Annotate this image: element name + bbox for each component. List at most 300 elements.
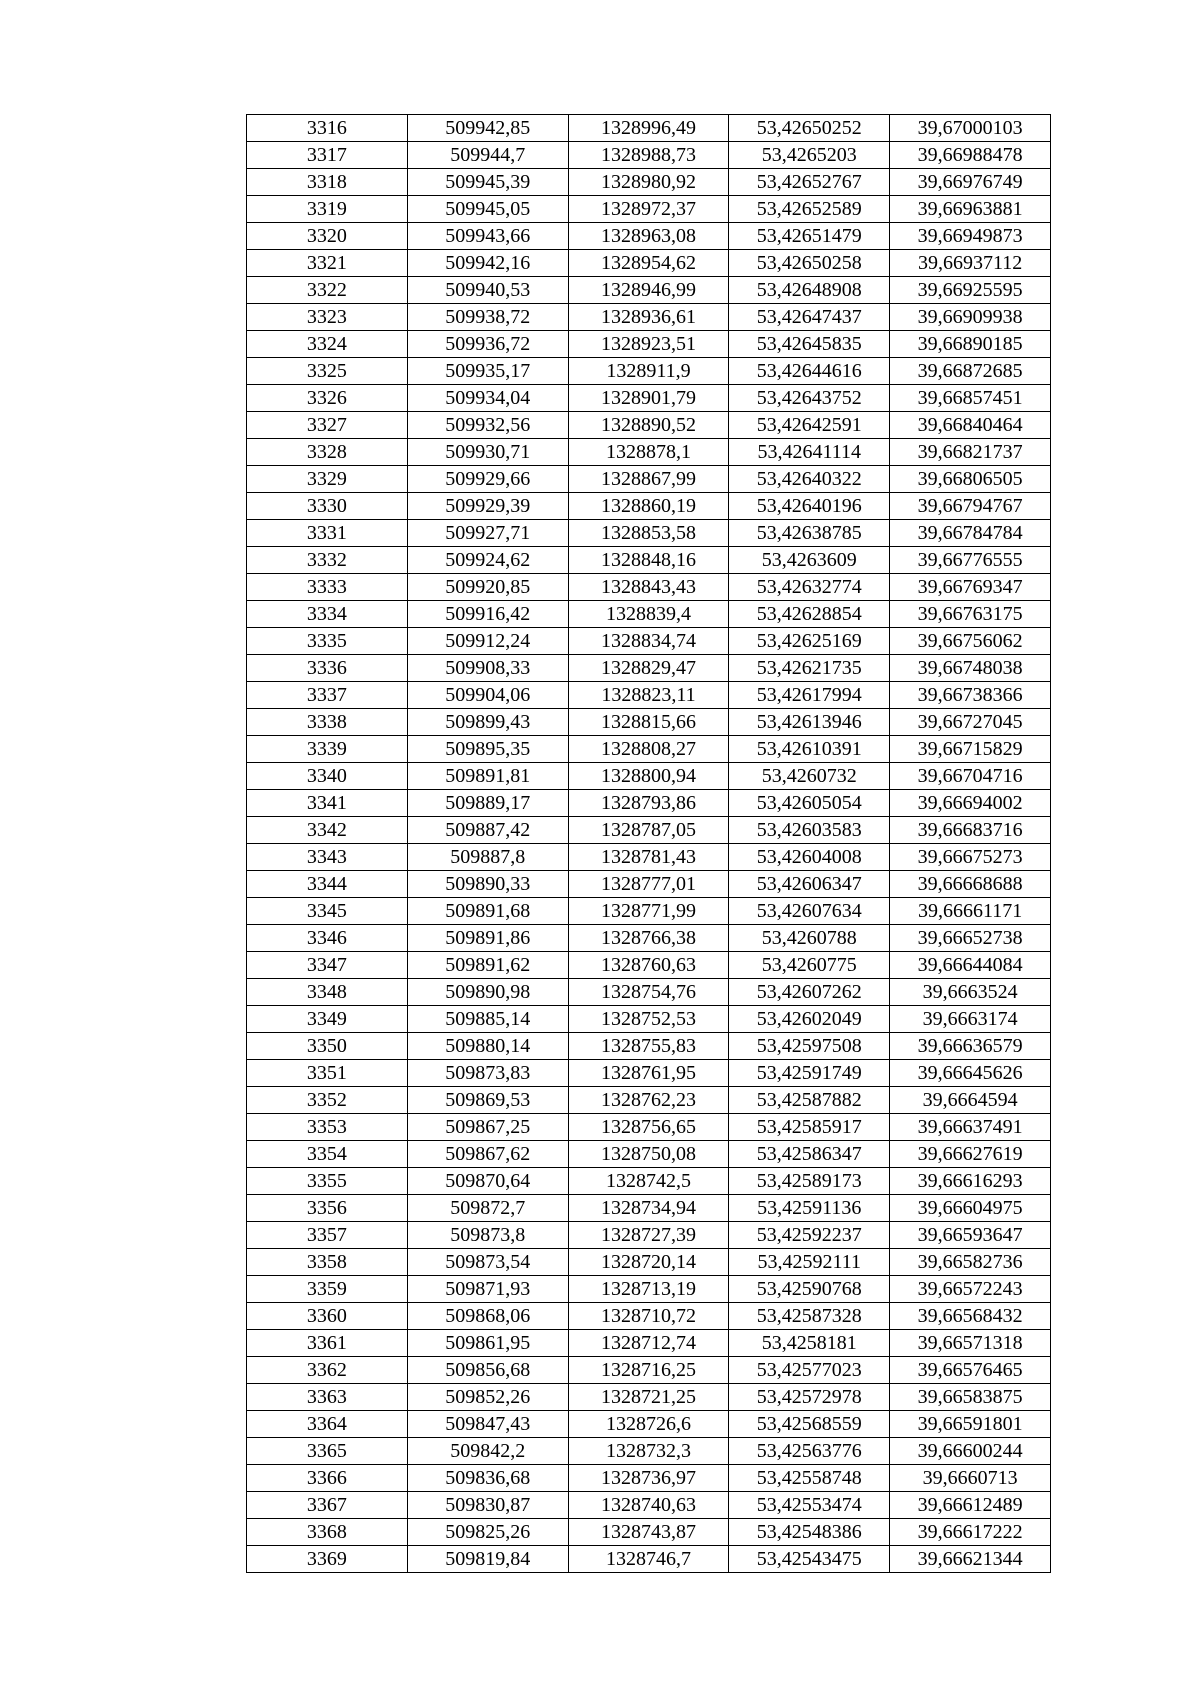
table-row [247, 763, 1051, 790]
table-row [247, 1114, 1051, 1141]
point-number-cell: 3323 [247, 304, 408, 331]
point-number-cell: 3355 [247, 1168, 408, 1195]
table-row [247, 1168, 1051, 1195]
longitude-cell: 39,66694002 [890, 790, 1051, 817]
longitude-cell: 39,66806505 [890, 466, 1051, 493]
table-row [247, 1330, 1051, 1357]
table-row [247, 628, 1051, 655]
x-coordinate-cell: 509936,72 [407, 331, 568, 358]
x-coordinate-cell: 509935,17 [407, 358, 568, 385]
latitude-cell: 53,42645835 [729, 331, 890, 358]
longitude-cell: 39,66617222 [890, 1519, 1051, 1546]
point-number-cell: 3361 [247, 1330, 408, 1357]
longitude-cell: 39,66704716 [890, 763, 1051, 790]
point-number-cell: 3363 [247, 1384, 408, 1411]
x-coordinate-cell: 509927,71 [407, 520, 568, 547]
table-row [247, 898, 1051, 925]
table-row [247, 1033, 1051, 1060]
y-coordinate-cell: 1328750,08 [568, 1141, 729, 1168]
x-coordinate-cell: 509873,83 [407, 1060, 568, 1087]
x-coordinate-cell: 509889,17 [407, 790, 568, 817]
x-coordinate-cell: 509934,04 [407, 385, 568, 412]
table-row [247, 709, 1051, 736]
y-coordinate-cell: 1328848,16 [568, 547, 729, 574]
x-coordinate-cell: 509944,7 [407, 142, 568, 169]
y-coordinate-cell: 1328800,94 [568, 763, 729, 790]
longitude-cell: 39,66612489 [890, 1492, 1051, 1519]
table-row [247, 1303, 1051, 1330]
latitude-cell: 53,42607634 [729, 898, 890, 925]
x-coordinate-cell: 509870,64 [407, 1168, 568, 1195]
longitude-cell: 39,66683716 [890, 817, 1051, 844]
longitude-cell: 39,66568432 [890, 1303, 1051, 1330]
latitude-cell: 53,42577023 [729, 1357, 890, 1384]
longitude-cell: 39,66644084 [890, 952, 1051, 979]
table-row [247, 277, 1051, 304]
point-number-cell: 3319 [247, 196, 408, 223]
longitude-cell: 39,66604975 [890, 1195, 1051, 1222]
x-coordinate-cell: 509869,53 [407, 1087, 568, 1114]
x-coordinate-cell: 509920,85 [407, 574, 568, 601]
longitude-cell: 39,66582736 [890, 1249, 1051, 1276]
longitude-cell: 39,66872685 [890, 358, 1051, 385]
point-number-cell: 3326 [247, 385, 408, 412]
point-number-cell: 3359 [247, 1276, 408, 1303]
y-coordinate-cell: 1328988,73 [568, 142, 729, 169]
y-coordinate-cell: 1328808,27 [568, 736, 729, 763]
y-coordinate-cell: 1328996,49 [568, 115, 729, 142]
latitude-cell: 53,42591136 [729, 1195, 890, 1222]
point-number-cell: 3350 [247, 1033, 408, 1060]
latitude-cell: 53,42558748 [729, 1465, 890, 1492]
point-number-cell: 3329 [247, 466, 408, 493]
x-coordinate-cell: 509908,33 [407, 655, 568, 682]
x-coordinate-cell: 509930,71 [407, 439, 568, 466]
latitude-cell: 53,42647437 [729, 304, 890, 331]
point-number-cell: 3348 [247, 979, 408, 1006]
point-number-cell: 3336 [247, 655, 408, 682]
x-coordinate-cell: 509945,39 [407, 169, 568, 196]
x-coordinate-cell: 509904,06 [407, 682, 568, 709]
longitude-cell: 39,6664594 [890, 1087, 1051, 1114]
table-row [247, 1195, 1051, 1222]
longitude-cell: 39,66890185 [890, 331, 1051, 358]
table-row [247, 520, 1051, 547]
y-coordinate-cell: 1328901,79 [568, 385, 729, 412]
longitude-cell: 39,66769347 [890, 574, 1051, 601]
latitude-cell: 53,42587882 [729, 1087, 890, 1114]
x-coordinate-cell: 509842,2 [407, 1438, 568, 1465]
y-coordinate-cell: 1328712,74 [568, 1330, 729, 1357]
latitude-cell: 53,42610391 [729, 736, 890, 763]
point-number-cell: 3347 [247, 952, 408, 979]
point-number-cell: 3335 [247, 628, 408, 655]
table-body [247, 115, 1051, 1573]
table-row [247, 304, 1051, 331]
y-coordinate-cell: 1328752,53 [568, 1006, 729, 1033]
x-coordinate-cell: 509938,72 [407, 304, 568, 331]
longitude-cell: 39,66748038 [890, 655, 1051, 682]
point-number-cell: 3330 [247, 493, 408, 520]
x-coordinate-cell: 509895,35 [407, 736, 568, 763]
longitude-cell: 39,6663524 [890, 979, 1051, 1006]
latitude-cell: 53,42652589 [729, 196, 890, 223]
table-row [247, 871, 1051, 898]
longitude-cell: 39,66600244 [890, 1438, 1051, 1465]
point-number-cell: 3337 [247, 682, 408, 709]
latitude-cell: 53,42592111 [729, 1249, 890, 1276]
y-coordinate-cell: 1328946,99 [568, 277, 729, 304]
point-number-cell: 3332 [247, 547, 408, 574]
y-coordinate-cell: 1328754,76 [568, 979, 729, 1006]
table-row [247, 952, 1051, 979]
table-row [247, 844, 1051, 871]
point-number-cell: 3340 [247, 763, 408, 790]
table-row [247, 574, 1051, 601]
x-coordinate-cell: 509890,33 [407, 871, 568, 898]
latitude-cell: 53,42648908 [729, 277, 890, 304]
longitude-cell: 39,66776555 [890, 547, 1051, 574]
y-coordinate-cell: 1328860,19 [568, 493, 729, 520]
latitude-cell: 53,42587328 [729, 1303, 890, 1330]
latitude-cell: 53,42585917 [729, 1114, 890, 1141]
longitude-cell: 39,66652738 [890, 925, 1051, 952]
x-coordinate-cell: 509885,14 [407, 1006, 568, 1033]
point-number-cell: 3345 [247, 898, 408, 925]
latitude-cell: 53,42548386 [729, 1519, 890, 1546]
y-coordinate-cell: 1328761,95 [568, 1060, 729, 1087]
x-coordinate-cell: 509867,25 [407, 1114, 568, 1141]
latitude-cell: 53,42590768 [729, 1276, 890, 1303]
y-coordinate-cell: 1328760,63 [568, 952, 729, 979]
x-coordinate-cell: 509940,53 [407, 277, 568, 304]
y-coordinate-cell: 1328756,65 [568, 1114, 729, 1141]
table-row [247, 925, 1051, 952]
x-coordinate-cell: 509932,56 [407, 412, 568, 439]
point-number-cell: 3365 [247, 1438, 408, 1465]
longitude-cell: 39,66627619 [890, 1141, 1051, 1168]
latitude-cell: 53,4260788 [729, 925, 890, 952]
point-number-cell: 3367 [247, 1492, 408, 1519]
latitude-cell: 53,42650258 [729, 250, 890, 277]
point-number-cell: 3354 [247, 1141, 408, 1168]
latitude-cell: 53,42632774 [729, 574, 890, 601]
point-number-cell: 3333 [247, 574, 408, 601]
table-row [247, 169, 1051, 196]
latitude-cell: 53,42650252 [729, 115, 890, 142]
y-coordinate-cell: 1328710,72 [568, 1303, 729, 1330]
table-row [247, 142, 1051, 169]
y-coordinate-cell: 1328787,05 [568, 817, 729, 844]
point-number-cell: 3358 [247, 1249, 408, 1276]
latitude-cell: 53,42597508 [729, 1033, 890, 1060]
table-row [247, 601, 1051, 628]
longitude-cell: 39,66988478 [890, 142, 1051, 169]
point-number-cell: 3334 [247, 601, 408, 628]
latitude-cell: 53,42642591 [729, 412, 890, 439]
y-coordinate-cell: 1328777,01 [568, 871, 729, 898]
y-coordinate-cell: 1328843,43 [568, 574, 729, 601]
longitude-cell: 39,66583875 [890, 1384, 1051, 1411]
longitude-cell: 39,66738366 [890, 682, 1051, 709]
y-coordinate-cell: 1328793,86 [568, 790, 729, 817]
latitude-cell: 53,42603583 [729, 817, 890, 844]
longitude-cell: 39,66794767 [890, 493, 1051, 520]
latitude-cell: 53,42651479 [729, 223, 890, 250]
longitude-cell: 39,66616293 [890, 1168, 1051, 1195]
latitude-cell: 53,42568559 [729, 1411, 890, 1438]
latitude-cell: 53,42643752 [729, 385, 890, 412]
latitude-cell: 53,42586347 [729, 1141, 890, 1168]
longitude-cell: 39,66857451 [890, 385, 1051, 412]
x-coordinate-cell: 509943,66 [407, 223, 568, 250]
longitude-cell: 39,66645626 [890, 1060, 1051, 1087]
x-coordinate-cell: 509891,86 [407, 925, 568, 952]
table-row [247, 1249, 1051, 1276]
longitude-cell: 39,6663174 [890, 1006, 1051, 1033]
latitude-cell: 53,4258181 [729, 1330, 890, 1357]
table-row [247, 358, 1051, 385]
y-coordinate-cell: 1328853,58 [568, 520, 729, 547]
y-coordinate-cell: 1328963,08 [568, 223, 729, 250]
longitude-cell: 39,66675273 [890, 844, 1051, 871]
table-row [247, 736, 1051, 763]
y-coordinate-cell: 1328726,6 [568, 1411, 729, 1438]
longitude-cell: 39,66976749 [890, 169, 1051, 196]
latitude-cell: 53,42652767 [729, 169, 890, 196]
y-coordinate-cell: 1328890,52 [568, 412, 729, 439]
table-row [247, 682, 1051, 709]
y-coordinate-cell: 1328923,51 [568, 331, 729, 358]
latitude-cell: 53,42604008 [729, 844, 890, 871]
y-coordinate-cell: 1328878,1 [568, 439, 729, 466]
table-row [247, 196, 1051, 223]
x-coordinate-cell: 509867,62 [407, 1141, 568, 1168]
point-number-cell: 3322 [247, 277, 408, 304]
point-number-cell: 3344 [247, 871, 408, 898]
latitude-cell: 53,42617994 [729, 682, 890, 709]
x-coordinate-cell: 509872,7 [407, 1195, 568, 1222]
point-number-cell: 3351 [247, 1060, 408, 1087]
longitude-cell: 39,66621344 [890, 1546, 1051, 1573]
x-coordinate-cell: 509899,43 [407, 709, 568, 736]
table-row [247, 1519, 1051, 1546]
point-number-cell: 3366 [247, 1465, 408, 1492]
y-coordinate-cell: 1328727,39 [568, 1222, 729, 1249]
x-coordinate-cell: 509912,24 [407, 628, 568, 655]
x-coordinate-cell: 509873,8 [407, 1222, 568, 1249]
latitude-cell: 53,42553474 [729, 1492, 890, 1519]
latitude-cell: 53,42543475 [729, 1546, 890, 1573]
longitude-cell: 39,66909938 [890, 304, 1051, 331]
longitude-cell: 39,66727045 [890, 709, 1051, 736]
y-coordinate-cell: 1328867,99 [568, 466, 729, 493]
longitude-cell: 39,66821737 [890, 439, 1051, 466]
longitude-cell: 39,66840464 [890, 412, 1051, 439]
latitude-cell: 53,4263609 [729, 547, 890, 574]
longitude-cell: 39,66576465 [890, 1357, 1051, 1384]
latitude-cell: 53,42592237 [729, 1222, 890, 1249]
point-number-cell: 3357 [247, 1222, 408, 1249]
x-coordinate-cell: 509887,8 [407, 844, 568, 871]
table-row [247, 1438, 1051, 1465]
latitude-cell: 53,42589173 [729, 1168, 890, 1195]
table-row [247, 1546, 1051, 1573]
point-number-cell: 3339 [247, 736, 408, 763]
latitude-cell: 53,42621735 [729, 655, 890, 682]
y-coordinate-cell: 1328721,25 [568, 1384, 729, 1411]
y-coordinate-cell: 1328781,43 [568, 844, 729, 871]
latitude-cell: 53,4260732 [729, 763, 890, 790]
point-number-cell: 3342 [247, 817, 408, 844]
point-number-cell: 3356 [247, 1195, 408, 1222]
point-number-cell: 3346 [247, 925, 408, 952]
table-row [247, 439, 1051, 466]
longitude-cell: 39,66572243 [890, 1276, 1051, 1303]
longitude-cell: 39,66637491 [890, 1114, 1051, 1141]
longitude-cell: 39,67000103 [890, 115, 1051, 142]
x-coordinate-cell: 509916,42 [407, 601, 568, 628]
latitude-cell: 53,4265203 [729, 142, 890, 169]
table-row [247, 493, 1051, 520]
point-number-cell: 3325 [247, 358, 408, 385]
table-row [247, 250, 1051, 277]
point-number-cell: 3317 [247, 142, 408, 169]
longitude-cell: 39,66591801 [890, 1411, 1051, 1438]
x-coordinate-cell: 509891,81 [407, 763, 568, 790]
point-number-cell: 3338 [247, 709, 408, 736]
latitude-cell: 53,42591749 [729, 1060, 890, 1087]
latitude-cell: 53,42638785 [729, 520, 890, 547]
point-number-cell: 3328 [247, 439, 408, 466]
y-coordinate-cell: 1328716,25 [568, 1357, 729, 1384]
point-number-cell: 3324 [247, 331, 408, 358]
table-row [247, 1357, 1051, 1384]
table-row [247, 385, 1051, 412]
longitude-cell: 39,66937112 [890, 250, 1051, 277]
point-number-cell: 3320 [247, 223, 408, 250]
table-row [247, 223, 1051, 250]
x-coordinate-cell: 509852,26 [407, 1384, 568, 1411]
point-number-cell: 3368 [247, 1519, 408, 1546]
y-coordinate-cell: 1328839,4 [568, 601, 729, 628]
point-number-cell: 3362 [247, 1357, 408, 1384]
table-row [247, 1384, 1051, 1411]
x-coordinate-cell: 509871,93 [407, 1276, 568, 1303]
table-row [247, 115, 1051, 142]
y-coordinate-cell: 1328815,66 [568, 709, 729, 736]
table-row [247, 1465, 1051, 1492]
latitude-cell: 53,42640322 [729, 466, 890, 493]
y-coordinate-cell: 1328771,99 [568, 898, 729, 925]
x-coordinate-cell: 509945,05 [407, 196, 568, 223]
y-coordinate-cell: 1328720,14 [568, 1249, 729, 1276]
x-coordinate-cell: 509891,68 [407, 898, 568, 925]
y-coordinate-cell: 1328736,97 [568, 1465, 729, 1492]
coordinates-table [246, 114, 1051, 1573]
table-row [247, 1006, 1051, 1033]
x-coordinate-cell: 509830,87 [407, 1492, 568, 1519]
point-number-cell: 3349 [247, 1006, 408, 1033]
x-coordinate-cell: 509929,39 [407, 493, 568, 520]
y-coordinate-cell: 1328954,62 [568, 250, 729, 277]
x-coordinate-cell: 509868,06 [407, 1303, 568, 1330]
longitude-cell: 39,66593647 [890, 1222, 1051, 1249]
x-coordinate-cell: 509861,95 [407, 1330, 568, 1357]
point-number-cell: 3327 [247, 412, 408, 439]
y-coordinate-cell: 1328743,87 [568, 1519, 729, 1546]
point-number-cell: 3369 [247, 1546, 408, 1573]
longitude-cell: 39,66763175 [890, 601, 1051, 628]
point-number-cell: 3353 [247, 1114, 408, 1141]
latitude-cell: 53,42572978 [729, 1384, 890, 1411]
point-number-cell: 3318 [247, 169, 408, 196]
latitude-cell: 53,42641114 [729, 439, 890, 466]
table-row [247, 1087, 1051, 1114]
x-coordinate-cell: 509819,84 [407, 1546, 568, 1573]
longitude-cell: 39,66949873 [890, 223, 1051, 250]
y-coordinate-cell: 1328980,92 [568, 169, 729, 196]
y-coordinate-cell: 1328713,19 [568, 1276, 729, 1303]
point-number-cell: 3343 [247, 844, 408, 871]
latitude-cell: 53,42640196 [729, 493, 890, 520]
latitude-cell: 53,4260775 [729, 952, 890, 979]
y-coordinate-cell: 1328972,37 [568, 196, 729, 223]
latitude-cell: 53,42602049 [729, 1006, 890, 1033]
point-number-cell: 3352 [247, 1087, 408, 1114]
y-coordinate-cell: 1328823,11 [568, 682, 729, 709]
latitude-cell: 53,42563776 [729, 1438, 890, 1465]
point-number-cell: 3321 [247, 250, 408, 277]
y-coordinate-cell: 1328834,74 [568, 628, 729, 655]
table-row [247, 1411, 1051, 1438]
table-row [247, 1276, 1051, 1303]
y-coordinate-cell: 1328911,9 [568, 358, 729, 385]
x-coordinate-cell: 509890,98 [407, 979, 568, 1006]
x-coordinate-cell: 509880,14 [407, 1033, 568, 1060]
x-coordinate-cell: 509942,85 [407, 115, 568, 142]
table-row [247, 790, 1051, 817]
table-row [247, 979, 1051, 1006]
x-coordinate-cell: 509887,42 [407, 817, 568, 844]
x-coordinate-cell: 509825,26 [407, 1519, 568, 1546]
x-coordinate-cell: 509924,62 [407, 547, 568, 574]
y-coordinate-cell: 1328766,38 [568, 925, 729, 952]
longitude-cell: 39,66925595 [890, 277, 1051, 304]
table-row [247, 817, 1051, 844]
longitude-cell: 39,66715829 [890, 736, 1051, 763]
longitude-cell: 39,66756062 [890, 628, 1051, 655]
y-coordinate-cell: 1328936,61 [568, 304, 729, 331]
longitude-cell: 39,6660713 [890, 1465, 1051, 1492]
y-coordinate-cell: 1328746,7 [568, 1546, 729, 1573]
latitude-cell: 53,42644616 [729, 358, 890, 385]
table-row [247, 412, 1051, 439]
table-row [247, 1141, 1051, 1168]
table-row [247, 1060, 1051, 1087]
longitude-cell: 39,66636579 [890, 1033, 1051, 1060]
longitude-cell: 39,66661171 [890, 898, 1051, 925]
y-coordinate-cell: 1328755,83 [568, 1033, 729, 1060]
y-coordinate-cell: 1328732,3 [568, 1438, 729, 1465]
latitude-cell: 53,42625169 [729, 628, 890, 655]
latitude-cell: 53,42628854 [729, 601, 890, 628]
y-coordinate-cell: 1328829,47 [568, 655, 729, 682]
longitude-cell: 39,66571318 [890, 1330, 1051, 1357]
table-row [247, 466, 1051, 493]
point-number-cell: 3341 [247, 790, 408, 817]
table-row [247, 1222, 1051, 1249]
